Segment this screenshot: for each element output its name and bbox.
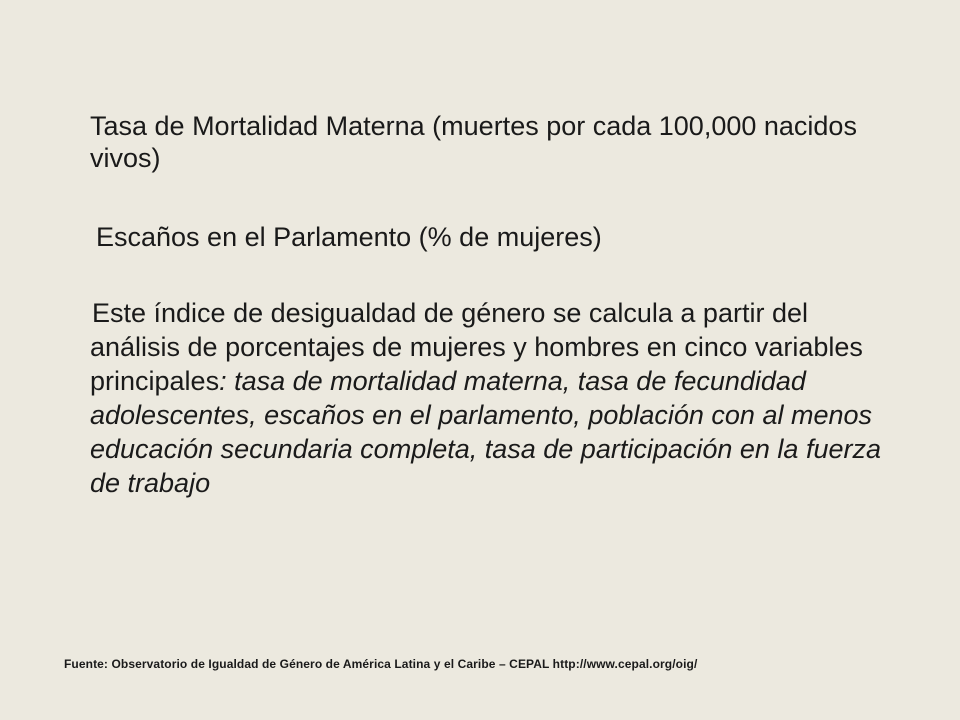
source-footnote: Fuente: Observatorio de Igualdad de Género de América Latina y el Caribe – CEPAL http://www.cepal.org/oig/ [64, 657, 698, 671]
maternal-mortality-label: Tasa de Mortalidad Materna (muertes por cada 100,000 nacidos vivos) [90, 111, 857, 173]
parliament-seats-label: Escaños en el Parlamento (% de mujeres) [96, 222, 602, 252]
paragraph-variables-list: : tasa de mortalidad materna, tasa de fecundidad adolescentes, escaños en el parlamento, población con al menos educación secundaria completa, tasa de participación en la fuerza de trabajo [90, 366, 881, 498]
paragraph-intro: Este índice de desigualdad de género se calcula a partir del análisis de porcentajes de mujeres y hombres en cinco variables principales [90, 298, 863, 396]
gender-inequality-index-paragraph [90, 296, 890, 500]
